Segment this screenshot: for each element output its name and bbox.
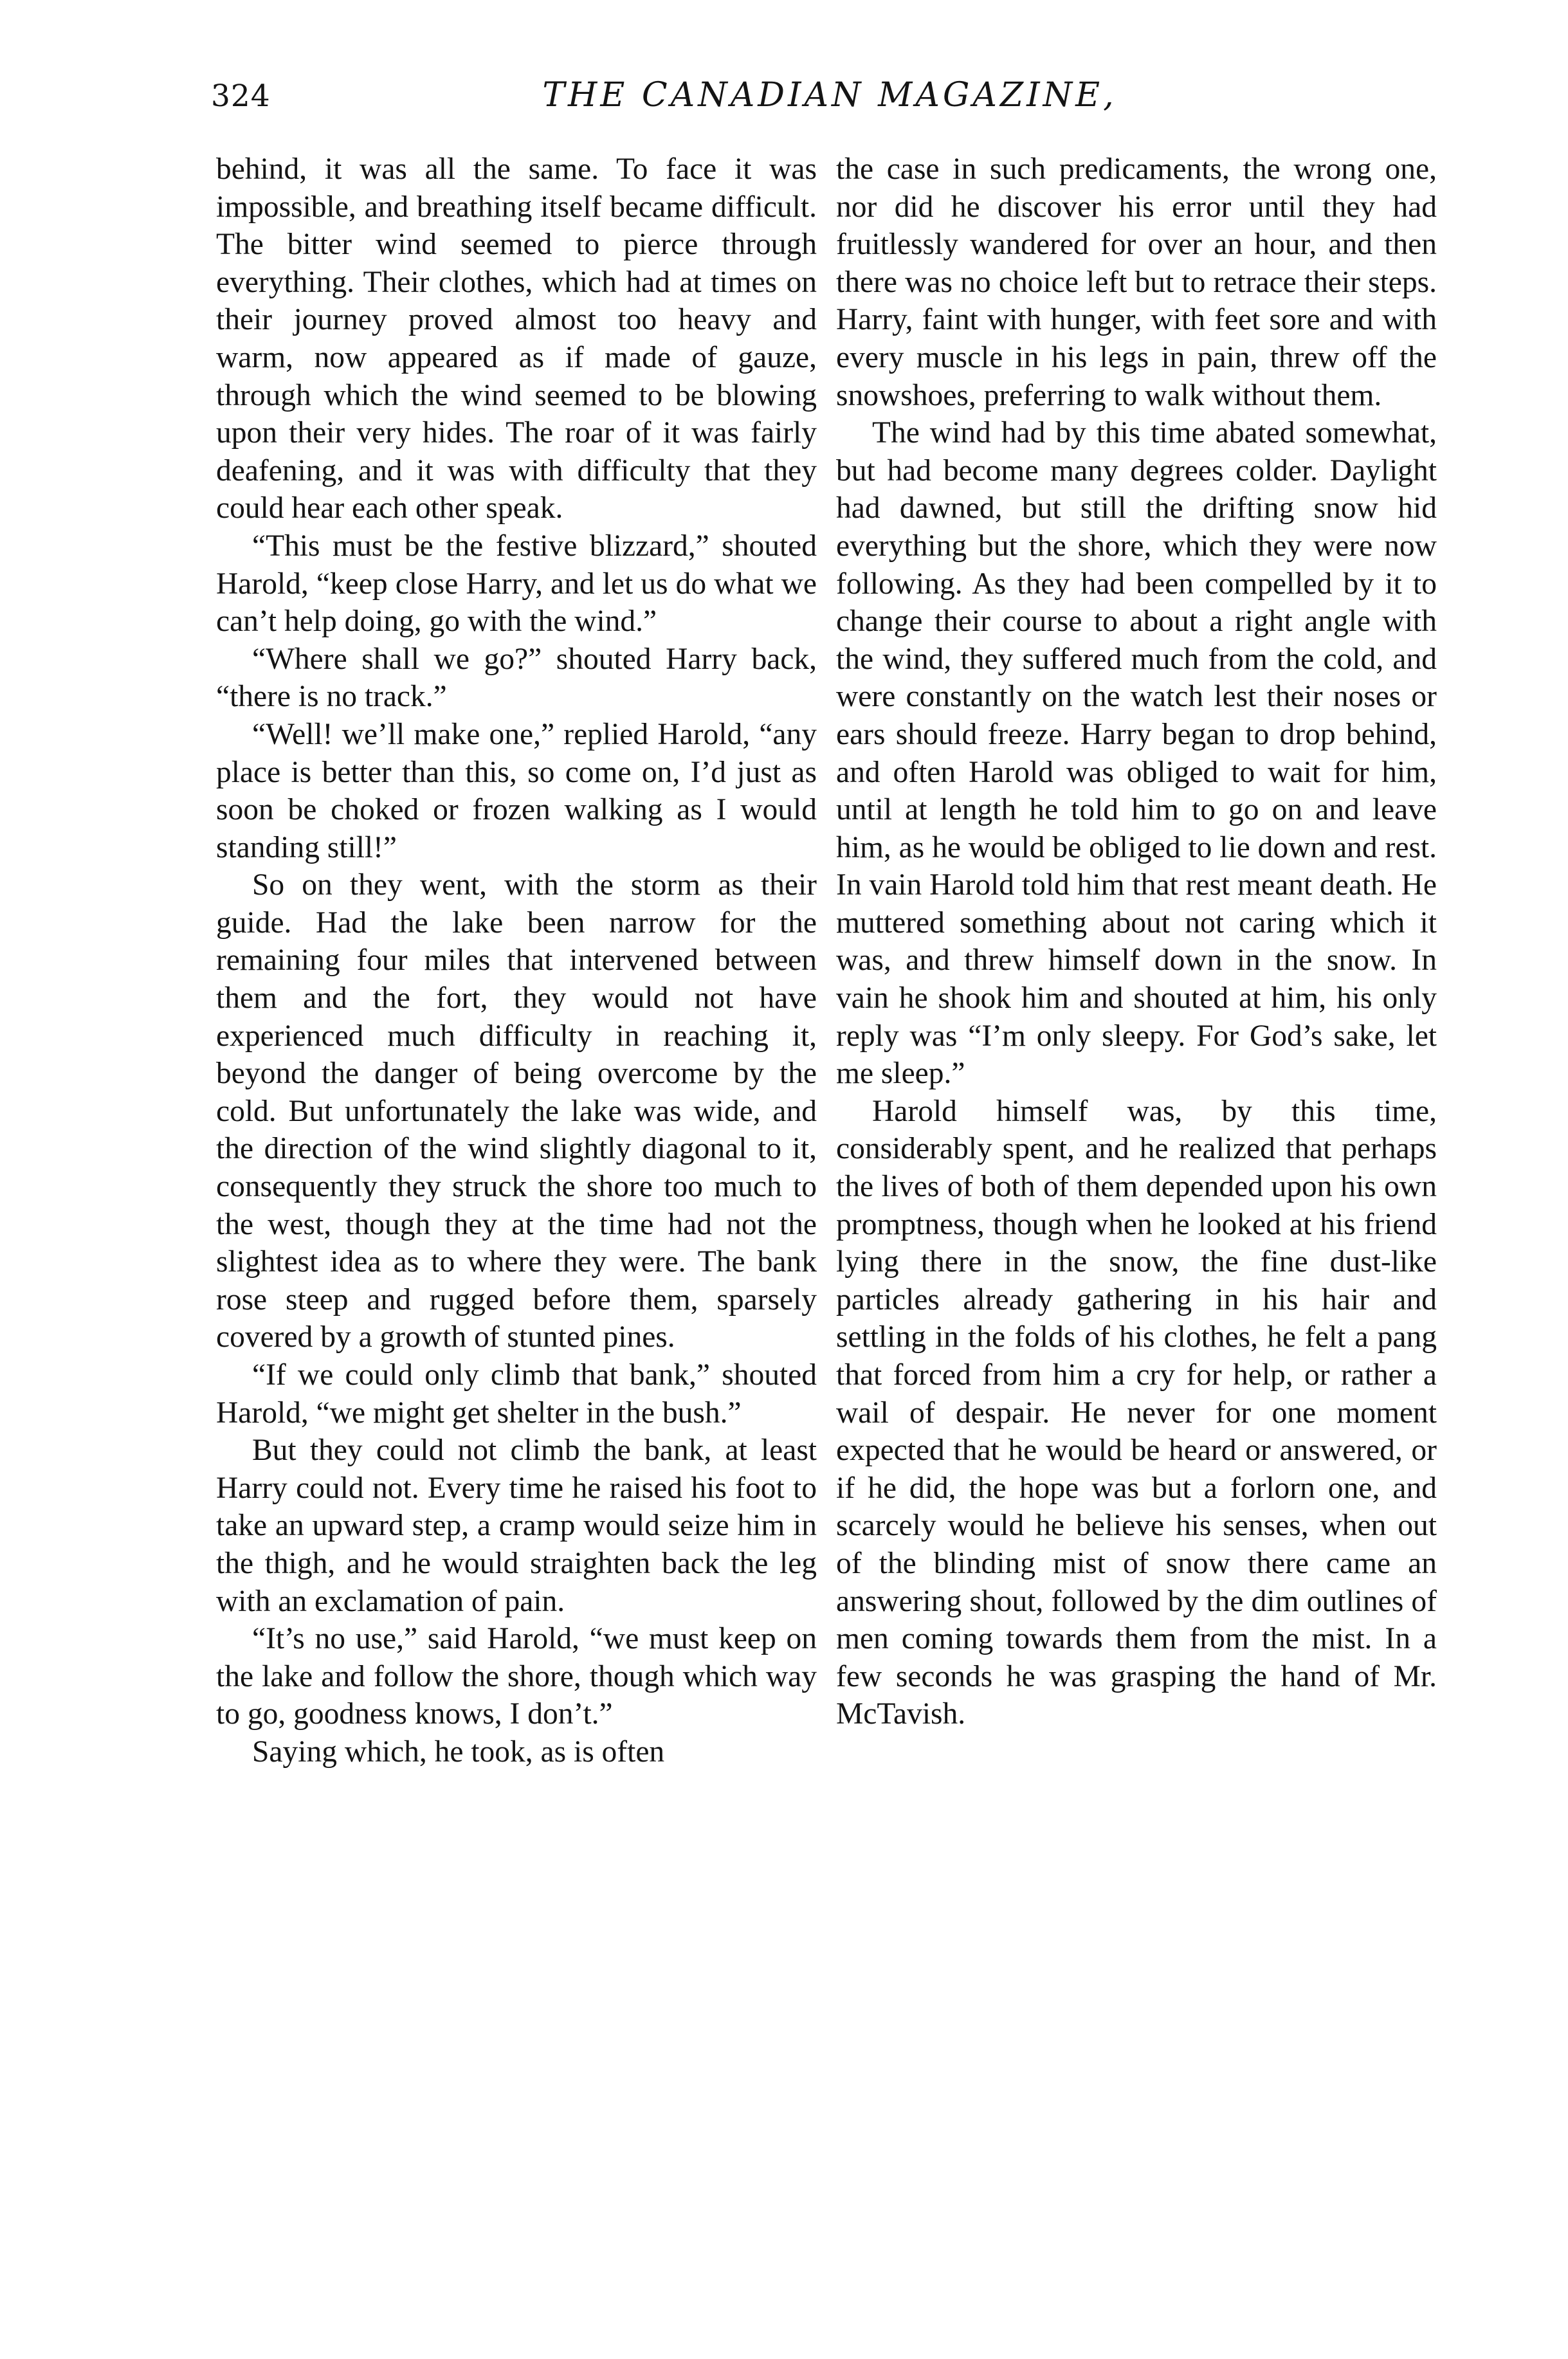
paragraph: The wind had by this time abated somewhat, but had become many degrees colder. Daylight had dawned, but still the drifting snow hid everything but the shore, which they were now following. As they had been compelled by it to change their course to about a right angle with the wind, they suffered much from the cold, and were constantly on the watch lest their noses or ears should freeze. Harry began to drop behind, and often Harold was obliged to wait for him, until at length he told him to go on and leave him, as he would be obliged to lie down and rest. In vain Harold told him that rest meant death. He muttered something about not caring which it was, and threw himself down in the snow. In vain he shook him and shouted at him, his only reply was “I’m only sleepy. For God’s sake, let me sleep.”	[836, 416, 1437, 1091]
paragraph: “This must be the festive blizzard,” shouted Harold, “keep close Harry, and let us do what we can’t help doing, go with the wind.”	[216, 529, 817, 639]
paragraph: “Where shall we go?” shouted Harry back, “there is no track.”	[216, 642, 817, 714]
paragraph: So on they went, with the storm as their guide. Had the lake been narrow for the remaining four miles that intervened between them and the fort, they would not have experienced much difficulty in reaching it, beyond the danger of being overcome by the cold. But unfortunately the lake was wide, and the direction of the wind slightly diagonal to it, consequently they struck the shore too much to the west, though they at the time had not the slightest idea as to where they were. The bank rose steep and rugged before them, sparsely covered by a growth of stunted pines.	[216, 868, 817, 1354]
paragraph: behind, it was all the same. To face it was impossible, and breathing itself became difficult. The bitter wind seemed to pierce through everything. Their clothes, which had at times on their journey proved almost too heavy and warm, now appeared as if made of gauze, through which the wind seemed to be blowing upon their very hides. The roar of it was fairly deafening, and it was with difficulty that they could hear each other speak.	[216, 152, 817, 525]
paragraph: “Well! we’ll make one,” replied Harold, “any place is better than this, so come on, I’d just as soon be choked or frozen walking as I would standing still!”	[216, 717, 817, 864]
paragraph: But they could not climb the bank, at least Harry could not. Every time he raised his foot to take an upward step, a cramp would seize him in the thigh, and he would straighten back the leg with an exclamation of pain.	[216, 1434, 817, 1618]
running-head: THE CANADIAN MAGAZINE,	[542, 76, 1117, 114]
paragraph: Harold himself was, by this time, considerably spent, and he realized that perhaps the lives of both of them depended upon his own promptness, though when he looked at his friend lying there in the snow, the fine dust-like particles already gathering in his hair and settling in the folds of his clothes, he felt a pang that forced from him a cry for help, or rather a wail of despair. He never for one moment expected that he would be heard or answered, or if he did, the hope was but a forlorn one, and scarcely would he believe his senses, when out of the blinding mist of snow there came an answering shout, followed by the dim outlines of men coming towards them from the mist. In a few seconds he was grasping the hand of Mr. McTavish.	[836, 1094, 1437, 1731]
left-column	[216, 150, 817, 1771]
paragraph: “If we could only climb that bank,” shouted Harold, “we might get shelter in the bush.”	[216, 1358, 817, 1430]
paragraph: Saying which, he took, as is often	[252, 1735, 665, 1769]
right-column	[836, 150, 1437, 1733]
page-number: 324	[211, 78, 271, 114]
paragraph: the case in such predicaments, the wrong one, nor did he discover his error until they had fruitlessly wandered for over an hour, and then there was no choice left but to retrace their steps. Harry, faint with hunger, with feet sore and with every muscle in his legs in pain, threw off the snowshoes, preferring to walk without them.	[836, 152, 1437, 412]
paragraph: “It’s no use,” said Harold, “we must keep on the lake and follow the shore, though which way to go, goodness knows, I don’t.”	[216, 1622, 817, 1731]
